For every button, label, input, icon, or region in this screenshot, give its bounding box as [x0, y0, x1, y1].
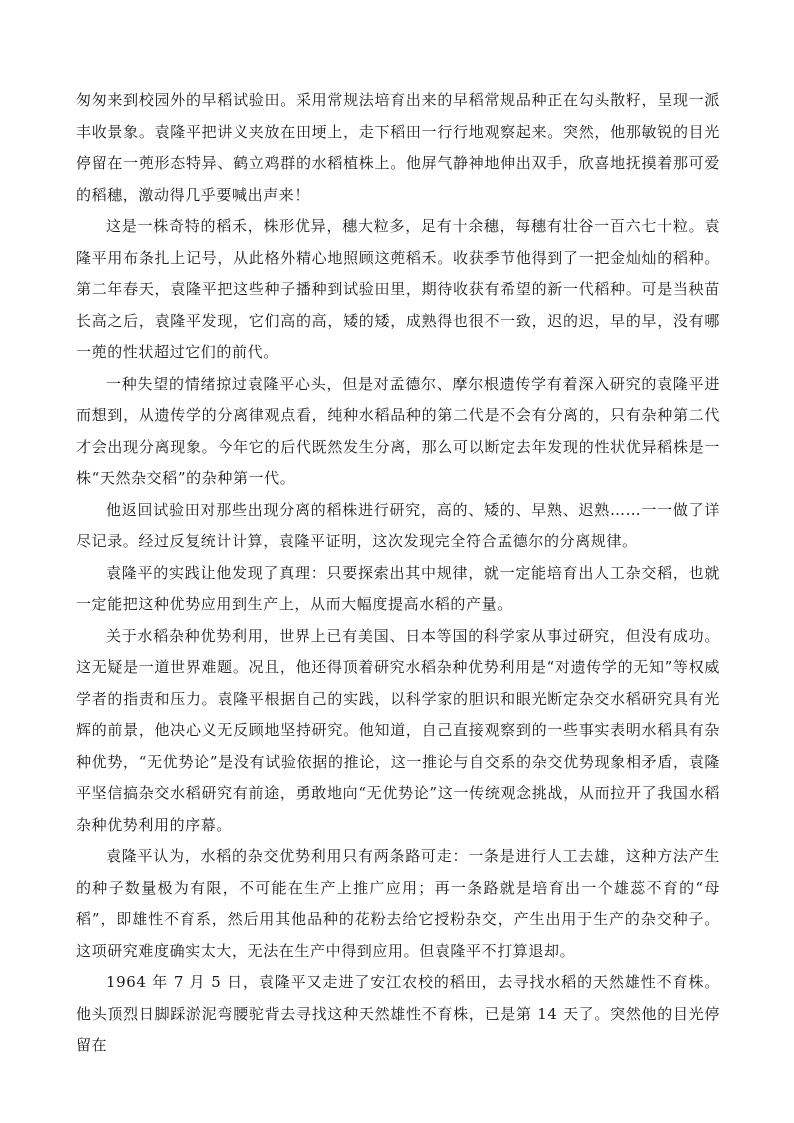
- paragraph-6: 关于水稻杂种优势利用，世界上已有美国、日本等国的科学家从事过研究，但没有成功。这无疑是一道世界难题。况且，他还得顶着研究水稻杂种优势利用是“对遗传学的无知”等权威学者的指责和压力。袁隆平根据自己的实践，以科学家的胆识和眼光断定杂交水稻研究具有光辉的前景，他决心义无反顾地坚持研究。他知道，自己直接观察到的一些事实表明水稻具有杂种优势，“无优势论”是没有试验依据的推论，这一推论与自交系的杂交优势现象相矛盾，袁隆平坚信搞杂交水稻研究有前途，勇敢地向“无优势论”这一传统观念挑战，从而拉开了我国水稻杂种优势利用的序幕。: [76, 626, 720, 834]
- paragraph-7: 袁隆平认为，水稻的杂交优势利用只有两条路可走：一条是进行人工去雄，这种方法产生的种子数量极为有限，不可能在生产上推广应用；再一条路就是培育出一个雄蕊不育的“母稻”，即雄性不育系，然后用其他品种的花粉去给它授粉杂交，产生出用于生产的杂交种子。这项研究难度确实太大，无法在生产中得到应用。但袁隆平不打算退却。: [76, 847, 720, 960]
- paragraph-3: 一种失望的情绪掠过袁隆平心头，但是对孟德尔、摩尔根遗传学有着深入研究的袁隆平进而想到，从遗传学的分离律观点看，纯种水稻品种的第二代是不会有分离的，只有杂种第二代才会出现分离现象。今年它的后代既然发生分离，那么可以断定去年发现的性状优异稻株是一株“天然杂交稻”的杂种第一代。: [76, 374, 720, 487]
- article-body: [76, 85, 720, 1062]
- paragraph-4: 他返回试验田对那些出现分离的稻株进行研究，高的、矮的、早熟、迟熟……一一做了详尽记录。经过反复统计计算，袁隆平证明，这次发现完全符合孟德尔的分离规律。: [76, 500, 720, 550]
- paragraph-5: 袁隆平的实践让他发现了真理：只要探索出其中规律，就一定能培育出人工杂交稻，也就一定能把这种优势应用到生产上，从而大幅度提高水稻的产量。: [76, 563, 720, 613]
- paragraph-1: 匆匆来到校园外的早稻试验田。采用常规法培育出来的早稻常规品种正在勾头散籽，呈现一派丰收景象。袁隆平把讲义夹放在田埂上，走下稻田一行行地观察起来。突然，他那敏锐的目光停留在一蔸形态特异、鹤立鸡群的水稻植株上。他屏气静神地伸出双手，欣喜地抚摸着那可爱的稻穗，激动得几乎要喊出声来！: [76, 91, 720, 204]
- paragraph-8: 1964 年 7 月 5 日，袁隆平又走进了安江农校的稻田，去寻找水稻的天然雄性不育株。他头顶烈日脚踩淤泥弯腰驼背去寻找这种天然雄性不育株，已是第 14 天了。突然他的目光停留在: [76, 973, 720, 1054]
- paragraph-2: 这是一株奇特的稻禾，株形优异，穗大粒多，足有十余穗，每穗有壮谷一百六七十粒。袁隆平用布条扎上记号，从此格外精心地照顾这蔸稻禾。收获季节他得到了一把金灿灿的稻种。第二年春天，袁隆平把这些种子播种到试验田里，期待收获有希望的新一代稻种。可是当秧苗长高之后，袁隆平发现，它们高的高，矮的矮，成熟得也很不一致，迟的迟，早的早，没有哪一蔸的性状超过它们的前代。: [76, 217, 720, 361]
